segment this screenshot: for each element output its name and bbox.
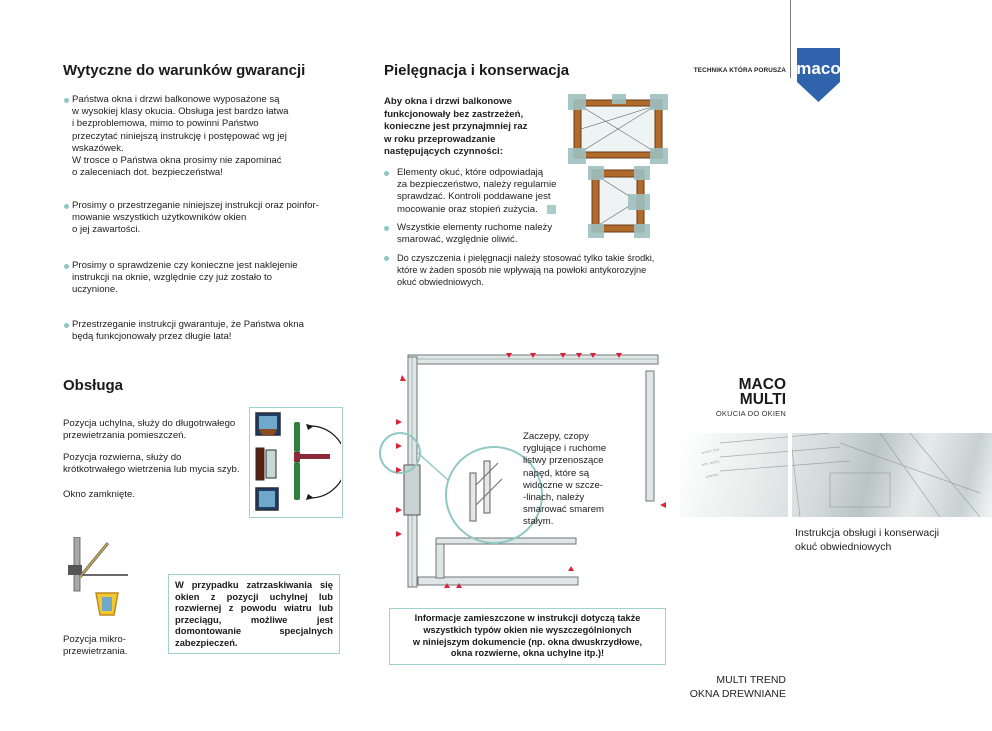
bullet-dot — [64, 264, 69, 269]
window-frame-illustration-2 — [588, 166, 650, 238]
care-item-3: Do czyszczenia i pielęgnacji należy stosować tylko takie środki, które w żaden sposób nie wpływają na powłoki antykorozyjne okuć obwiedniowych. — [397, 253, 655, 288]
position-closed: Okno zamknięte. — [63, 489, 135, 500]
svg-text:≈≈ ≈≈≈: ≈≈ ≈≈≈ — [701, 459, 721, 469]
warranty-item-1: Państwa okna i drzwi balkonowe wyposażone są w wysokiej klasy okucia. Obsługa jest bardzo łatwa i bezproblemowa, mimo to powinni Państwo przeczytać niniejszą instrukcję i postępować wg jej wskazówek. W trosce o Państwa okna prosimy nie zapominać o zaleceniach dot. bezpieczeństwa! — [72, 94, 289, 179]
warranty-title: Wytyczne do warunków gwarancji — [63, 62, 306, 79]
bullet-dot — [384, 256, 389, 261]
footer-product-line: MULTI TREND OKNA DREWNIANE — [689, 674, 786, 700]
position-tilt: Pozycja uchylna, służy do długotrwałego przewietrzania pomieszczeń. — [63, 418, 236, 442]
care-intro: Aby okna i drzwi balkonowe funkcjonowały bez zastrzeżeń, konieczne jest przynajmniej raz w roku przeprowadzanie następujących czynności: — [384, 96, 528, 158]
svg-text:maco: maco — [797, 59, 840, 78]
lubrication-note: Zaczepy, czopy ryglujące i ruchome listwy przenoszące napęd, które są widoczne w szcze- -linach, należy smarować smarem stałym. — [523, 431, 607, 528]
maco-logo — [797, 48, 840, 102]
care-item-2: Wszystkie elementy ruchome należy smarować, względnie oliwić. — [397, 222, 553, 246]
warning-box: W przypadku zatrzaskiwania się okien z pozycji uchylnej lub rozwiernej z powodu wiatru lub przeciągu, możliwe jest domontowanie specjalnych zabezpieczeń. — [168, 574, 340, 654]
bullet-dot — [64, 98, 69, 103]
tagline: TECHNIKA KTÓRA PORUSZA — [693, 67, 786, 74]
svg-text:≈≈≈ ≈≈: ≈≈≈ ≈≈ — [701, 447, 721, 457]
bullet-dot — [384, 171, 389, 176]
care-item-1: Elementy okuć, które odpowiadają za bezpieczeństwo, należy regularnie sprawdzać. Kontroli poddawane jest mocowanie oraz stopień zużycia. — [397, 167, 557, 215]
info-box: Informacje zamieszczone w instrukcji dotyczą także wszystkich typów okien nie wyszczególnionych w niniejszym dokumencie (np. okna dwuskrzydłowe, okna rozwierne, okna uchylne itp.)! — [389, 608, 666, 665]
bullet-dot — [384, 226, 389, 231]
warranty-item-4: Przestrzeganie instrukcji gwarantuje, że Państwa okna będą funkcjonowały przez długie lata! — [72, 319, 304, 343]
care-title: Pielęgnacja i konserwacja — [384, 62, 570, 79]
operation-title: Obsługa — [63, 377, 124, 394]
position-open: Pozycja rozwierna, służy do krótkotrwałego wietrzenia lub mycia szyb. — [63, 452, 240, 476]
micro-ventilation-label: Pozycja mikro- przewietrzania. — [63, 634, 128, 658]
brand-title-line2: MULTI — [739, 391, 786, 408]
warranty-item-3: Prosimy o sprawdzenie czy konieczne jest naklejenie instrukcji na oknie, względnie czy już zostało to uczynione. — [72, 260, 298, 296]
bullet-dot — [64, 323, 69, 328]
bullet-dot — [64, 204, 69, 209]
brand-title-line1: MACO — [738, 376, 786, 393]
window-frame-illustration-1 — [568, 94, 668, 164]
window-positions-illustration — [249, 407, 343, 518]
document-title: Instrukcja obsługi i konserwacji okuć obwiedniowych — [795, 527, 940, 553]
square-marker-icon — [547, 205, 556, 214]
divider-line — [790, 0, 791, 78]
blueprint-image — [680, 433, 992, 517]
warranty-item-2: Prosimy o przestrzeganie niniejszej instrukcji oraz poinfor- mowanie wszystkich użytkowników okien o jej zawartości. — [72, 200, 319, 236]
brand-subtitle: OKUCIA DO OKIEN — [715, 409, 786, 418]
micro-ventilation-illustration — [66, 537, 130, 627]
svg-text:≈≈≈≈: ≈≈≈≈ — [705, 472, 720, 481]
